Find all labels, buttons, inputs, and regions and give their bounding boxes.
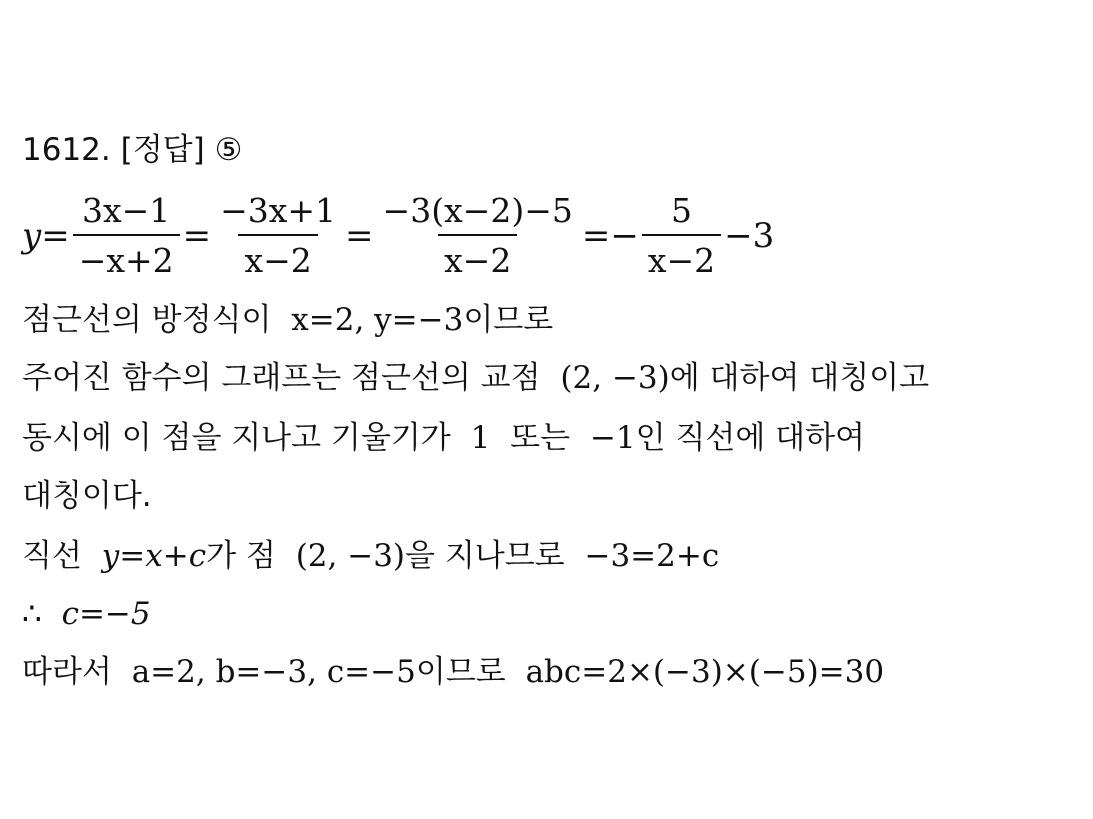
text-segment: 또는	[510, 420, 571, 456]
fraction-2-denominator: x−2	[238, 234, 317, 280]
equals-sign: =	[41, 216, 70, 256]
answer-choice: ⑤	[214, 132, 243, 168]
text-segment: 따라서	[22, 654, 112, 690]
fraction-2	[214, 192, 342, 280]
text-segment: 가 점	[206, 538, 276, 574]
therefore-symbol: ∴	[22, 596, 42, 632]
text-segment: 인 직선에 대하여	[635, 420, 865, 456]
equals-sign: =	[182, 216, 212, 256]
math-segment: 1	[470, 420, 491, 456]
problem-header	[22, 130, 242, 170]
text-segment: 점근선의 방정식이	[22, 302, 272, 338]
math-segment: a=2, b=−3, c=−5	[131, 654, 416, 690]
fraction-3-denominator: x−2	[438, 234, 517, 280]
equals-sign: =	[581, 216, 611, 256]
solution-line-through-point	[22, 536, 719, 576]
text-segment: 주어진 함수의 그래프는 점근선의 교점	[22, 360, 541, 396]
math-segment: abc=2×(−3)×(−5)=30	[525, 654, 885, 690]
solution-line-slopes	[22, 418, 865, 458]
math-segment: −3=2+c	[584, 538, 720, 574]
text-segment: 직선	[22, 538, 82, 574]
fraction-1-numerator: 3x−1	[82, 191, 171, 230]
fraction-3	[377, 192, 579, 280]
text-segment: 에 대하여 대칭이고	[669, 360, 930, 396]
equals-sign: =	[345, 216, 374, 256]
equation-lhs: y	[22, 216, 42, 256]
answer-tag: [정답]	[120, 132, 205, 168]
solution-line-symmetric	[22, 476, 152, 516]
fraction-1-denominator: −x+2	[73, 234, 180, 280]
problem-number: 1612.	[22, 132, 111, 168]
math-segment: (2, −3)	[560, 360, 670, 396]
text-segment: 이므로	[463, 302, 554, 338]
math-segment: y=x+c	[101, 538, 207, 574]
solution-line-conclusion	[22, 652, 884, 692]
main-equation	[22, 190, 774, 282]
fraction-3-numerator: −3(x−2)−5	[382, 191, 573, 230]
text-segment: 동시에 이 점을 지나고 기울기가	[22, 420, 451, 456]
solution-line-symmetry-point	[22, 358, 929, 398]
math-segment: x=2, y=−3	[291, 302, 464, 338]
fraction-4-denominator: x−2	[642, 234, 721, 280]
math-segment: −1	[589, 420, 636, 456]
fraction-1	[73, 192, 180, 280]
equation-tail: −3	[724, 216, 775, 256]
solution-line-asymptotes	[22, 300, 553, 340]
fraction-4-numerator: 5	[670, 191, 692, 230]
minus-sign: −	[610, 216, 639, 256]
text-segment: 대칭이다.	[22, 478, 152, 514]
math-segment: c=−5	[61, 596, 151, 632]
math-segment: (2, −3)	[295, 538, 406, 574]
fraction-2-numerator: −3x+1	[220, 191, 337, 230]
solution-line-therefore	[22, 594, 151, 634]
text-segment: 을 지나므로	[405, 538, 565, 574]
fraction-4	[642, 192, 721, 280]
text-segment: 이므로	[415, 654, 506, 690]
